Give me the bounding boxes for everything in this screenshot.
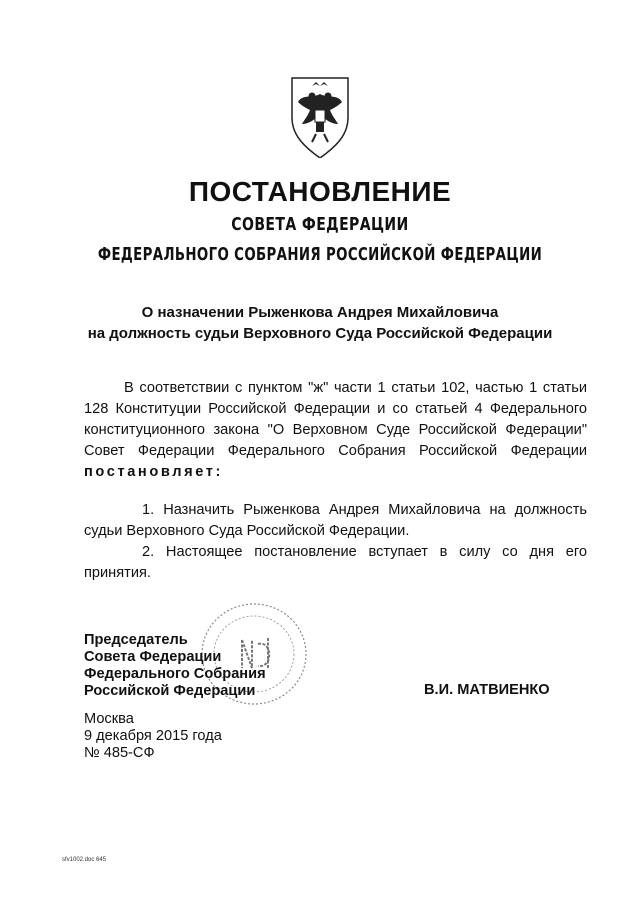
- place-and-date: [84, 711, 222, 762]
- resolution-item-2: 2. Настоящее постановление вступает в силу со дня его принятия.: [84, 544, 587, 581]
- preamble-paragraph: [84, 378, 587, 483]
- preamble-text: В соответствии с пунктом "ж" части 1 статьи 102, частью 1 статьи 128 Конституции Российской Федерации и со статьей 4 Федерального конституционного закона "О Верховном Суде Российской Федерации" Совет Федерации Федерального Собрания Российской Федерации: [84, 380, 587, 459]
- signatory-name: В.И. МАТВИЕНКО: [424, 682, 550, 698]
- issuer-line-2: ФЕДЕРАЛЬНОГО СОБРАНИЯ РОССИЙСКОЙ ФЕДЕРАЦИИ: [97, 244, 543, 265]
- subject-line-2: на должность судьи Верховного Суда Российской Федерации: [87, 325, 553, 342]
- subject-line-1: О назначении Рыженкова Андрея Михайловича: [141, 304, 499, 321]
- resolves-colon: :: [215, 464, 223, 480]
- date: 9 декабря 2015 года: [84, 728, 222, 744]
- document-number: № 485-СФ: [84, 745, 155, 761]
- signatory-position: [84, 632, 344, 700]
- file-reference: sfv1002.doc 645: [62, 857, 107, 863]
- issuer-line-1: СОВЕТА ФЕДЕРАЦИИ: [231, 214, 409, 235]
- document-subject: [60, 302, 580, 344]
- position-line-1: Председатель: [84, 632, 188, 648]
- resolution-item-1: 1. Назначить Рыженкова Андрея Михайловича на должность судьи Верховного Суда Российской Федерации.: [84, 502, 587, 539]
- document-title: ПОСТАНОВЛЕНИЕ: [188, 176, 452, 207]
- resolves-word: постановляет: [84, 464, 216, 480]
- position-line-4: Российской Федерации: [84, 683, 256, 699]
- city: Москва: [84, 711, 134, 727]
- position-line-3: Федерального Собрания: [84, 666, 266, 682]
- russian-coat-of-arms-icon: [288, 72, 352, 158]
- position-line-2: Совета Федерации: [84, 649, 222, 665]
